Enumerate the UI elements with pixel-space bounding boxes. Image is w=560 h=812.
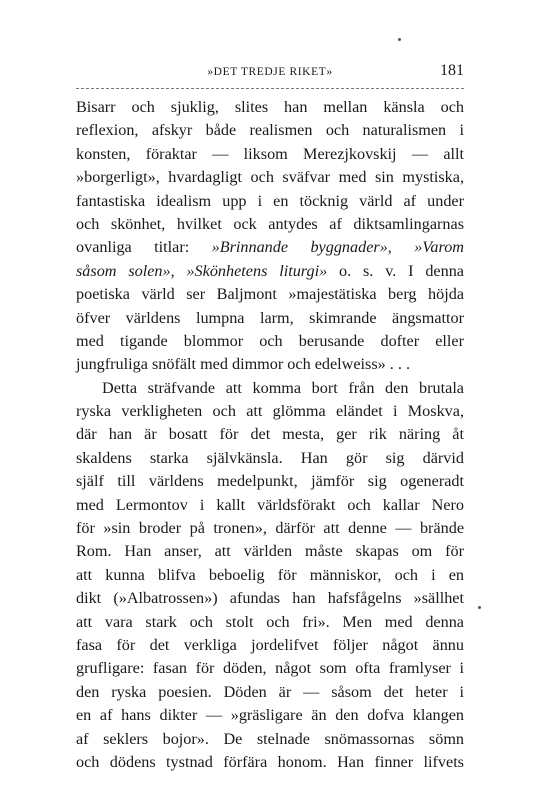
text-segment: »borgerligt», hvardagligt och sväfvar med sin mystiska, bbox=[76, 168, 464, 187]
text-line bbox=[76, 353, 464, 376]
text-line bbox=[76, 611, 464, 634]
text-segment: Bisarr och sjuklig, slites han mellan känsla och bbox=[76, 98, 464, 116]
text-segment: grufligare: fasan för döden, något som ofta framlyser i bbox=[76, 659, 464, 678]
text-segment: att kunna blifva beboelig för människor, och i en bbox=[76, 565, 464, 584]
text-line bbox=[76, 330, 464, 353]
text-line bbox=[76, 494, 464, 517]
text-line bbox=[76, 213, 464, 236]
text-segment: en af hans dikter — »gräsligare än den dofva klangen bbox=[76, 706, 464, 725]
text-line bbox=[76, 634, 464, 657]
text-segment: för »sin broder på tronen», därför att denne — brände bbox=[76, 519, 464, 538]
text-segment: reflexion, afskyr både realismen och naturalismen i bbox=[76, 121, 464, 140]
text-segment: med Lermontov i kallt världsförakt och kallar Nero bbox=[76, 495, 464, 514]
text-segment: själf till världens medelpunkt, jämför sig ogeneradt bbox=[76, 472, 464, 491]
print-speck-dot bbox=[478, 606, 481, 609]
text-line bbox=[76, 447, 464, 470]
text-segment: och skönhet, hvilket ock antydes af diktsamlingarnas bbox=[76, 214, 464, 233]
text-line bbox=[76, 470, 464, 493]
text-segment: ovanliga titlar: bbox=[76, 238, 212, 257]
text-line bbox=[76, 96, 464, 119]
text-line bbox=[76, 728, 464, 751]
text-segment: skaldens starka självkänsla. Han gör sig därvid bbox=[76, 448, 464, 467]
body-text bbox=[76, 96, 464, 774]
text-segment: att vara stark och stolt och fri». Men med denna bbox=[76, 612, 464, 631]
text-segment: poetiska värld ser Baljmont »majestätiska berg höjda bbox=[76, 285, 464, 304]
text-segment: med tigande blommor och berusande dofter eller bbox=[76, 331, 464, 350]
text-line bbox=[76, 190, 464, 213]
page-header bbox=[76, 62, 464, 84]
text-line bbox=[76, 587, 464, 610]
text-segment: Detta sträfvande att komma bort från den brutala bbox=[102, 378, 464, 397]
text-segment: fantastiska idealism upp i en töcknig värld af under bbox=[76, 191, 464, 210]
page-number: 181 bbox=[440, 62, 464, 79]
header-rule bbox=[76, 88, 464, 89]
running-title: »DET TREDJE RIKET» bbox=[207, 66, 333, 78]
text-line bbox=[76, 517, 464, 540]
print-speck-dot bbox=[398, 38, 401, 41]
text-segment: och dödens tystnad förfära honom. Han finner lifvets bbox=[76, 752, 464, 771]
text-line bbox=[76, 540, 464, 563]
text-segment: o. s. v. I denna bbox=[327, 261, 464, 280]
text-line bbox=[76, 166, 464, 189]
text-line bbox=[76, 681, 464, 704]
text-segment: där han är bosatt för det mesta, ger rik näring åt bbox=[76, 425, 464, 444]
text-segment: konsten, föraktar — liksom Merezjkovskij — allt bbox=[76, 144, 464, 163]
italic-segment: såsom solen», »Skönhetens liturgi» bbox=[76, 261, 328, 280]
text-line bbox=[76, 400, 464, 423]
text-line bbox=[76, 377, 464, 400]
text-line bbox=[76, 657, 464, 680]
text-line bbox=[76, 307, 464, 330]
italic-segment: »Brinnande byggnader», »Varom bbox=[211, 238, 464, 257]
text-line bbox=[76, 283, 464, 306]
text-line bbox=[76, 564, 464, 587]
text-line bbox=[76, 143, 464, 166]
text-segment: jungfruliga snöfält med dimmor och edelweiss» . . . bbox=[76, 355, 411, 374]
text-line bbox=[76, 236, 464, 259]
text-line bbox=[76, 119, 464, 142]
text-line bbox=[76, 423, 464, 446]
text-line bbox=[76, 704, 464, 727]
text-segment: fasa för det verkliga jordelifvet följer något ännu bbox=[76, 635, 464, 654]
text-line bbox=[76, 751, 464, 774]
text-segment: öfver världens lumpna larm, skimrande ängsmattor bbox=[76, 308, 464, 327]
text-segment: ryska verkligheten och att glömma eländet i Moskva, bbox=[76, 402, 464, 421]
text-line bbox=[76, 260, 464, 283]
text-segment: den ryska poesien. Döden är — såsom det heter i bbox=[76, 682, 464, 701]
text-segment: af seklers bojor». De stelnade snömassornas sömn bbox=[76, 729, 464, 748]
text-segment: Rom. Han anser, att världen måste skapas om för bbox=[76, 542, 464, 561]
text-segment: dikt (»Albatrossen») afundas han hafsfågelns »sällhet bbox=[76, 589, 464, 608]
